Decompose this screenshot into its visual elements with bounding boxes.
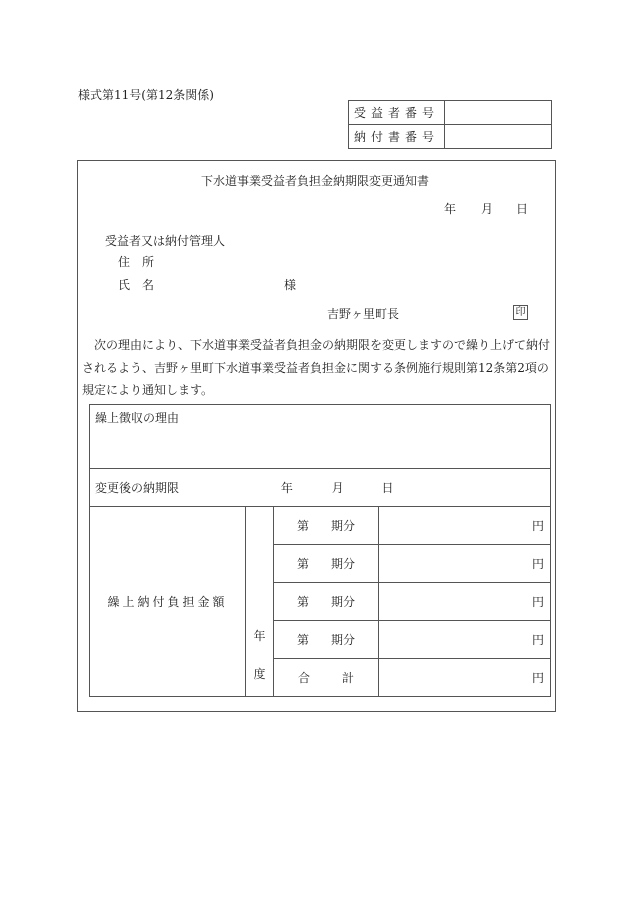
yen-unit: 円 — [531, 557, 544, 571]
recipient-number-label: 受益者番号 — [349, 101, 445, 125]
payment-slip-number-label: 納付書番号 — [349, 125, 445, 149]
period-cell-2[interactable] — [274, 545, 379, 583]
total-label-cell — [274, 659, 379, 697]
period-cell-3[interactable] — [274, 583, 379, 621]
number-table — [348, 100, 552, 149]
yen-unit: 円 — [531, 519, 544, 533]
details-table — [89, 404, 551, 697]
recipient-number-field[interactable] — [445, 101, 552, 125]
period-suffix: 期分 — [331, 595, 356, 609]
period-prefix: 第 — [296, 557, 309, 571]
new-deadline-year: 年 — [280, 481, 293, 495]
period-suffix: 期分 — [331, 557, 356, 571]
year-label-1: 年 — [253, 629, 266, 643]
yen-unit: 円 — [531, 633, 544, 647]
amount-label: 繰上納付負担金額 — [90, 507, 246, 697]
document-title: 下水道事業受益者負担金納期限変更通知書 — [200, 174, 429, 188]
amount-cell-3[interactable] — [379, 583, 551, 621]
date-month: 月 — [481, 202, 494, 216]
period-cell-1[interactable] — [274, 507, 379, 545]
period-prefix: 第 — [296, 519, 309, 533]
date-year: 年 — [444, 202, 457, 216]
fiscal-year-cell[interactable] — [246, 507, 274, 697]
amount-cell-2[interactable] — [379, 545, 551, 583]
new-deadline-label: 変更後の納期限 — [95, 481, 180, 495]
payment-slip-number-field[interactable] — [445, 125, 552, 149]
amount-cell-4[interactable] — [379, 621, 551, 659]
reason-cell[interactable] — [90, 405, 551, 469]
yen-unit: 円 — [531, 671, 544, 685]
year-label-2: 度 — [253, 667, 266, 681]
period-prefix: 第 — [296, 633, 309, 647]
seal-mark — [513, 304, 528, 320]
period-cell-4[interactable] — [274, 621, 379, 659]
date-day: 日 — [516, 202, 529, 216]
new-deadline-cell[interactable] — [90, 469, 551, 507]
total-prefix: 合 — [297, 671, 310, 685]
address-label: 住 所 — [118, 255, 155, 269]
amount-cell-1[interactable] — [379, 507, 551, 545]
form-number: 様式第11号(第12条関係) — [78, 88, 214, 102]
issuer-name: 吉野ヶ里町長 — [327, 307, 400, 321]
seal-icon: 印 — [513, 305, 528, 320]
yen-unit: 円 — [531, 595, 544, 609]
new-deadline-day: 日 — [381, 481, 394, 495]
addressee-heading: 受益者又は納付管理人 — [105, 234, 226, 248]
period-suffix: 期分 — [331, 519, 356, 533]
total-amount-cell[interactable] — [379, 659, 551, 697]
period-suffix: 期分 — [331, 633, 356, 647]
notice-paragraph: 次の理由により、下水道事業受益者負担金の納期限を変更しますので繰り上げて納付されるよう、吉野ヶ里町下水道事業受益者負担金に関する条例施行規則第12条第2項の規定により通知します。 — [82, 338, 551, 397]
new-deadline-month: 月 — [331, 481, 344, 495]
honorific: 様 — [284, 278, 297, 292]
reason-label: 繰上徴収の理由 — [95, 411, 180, 425]
name-label: 氏 名 — [118, 278, 155, 292]
period-prefix: 第 — [296, 595, 309, 609]
total-suffix: 計 — [342, 671, 355, 685]
